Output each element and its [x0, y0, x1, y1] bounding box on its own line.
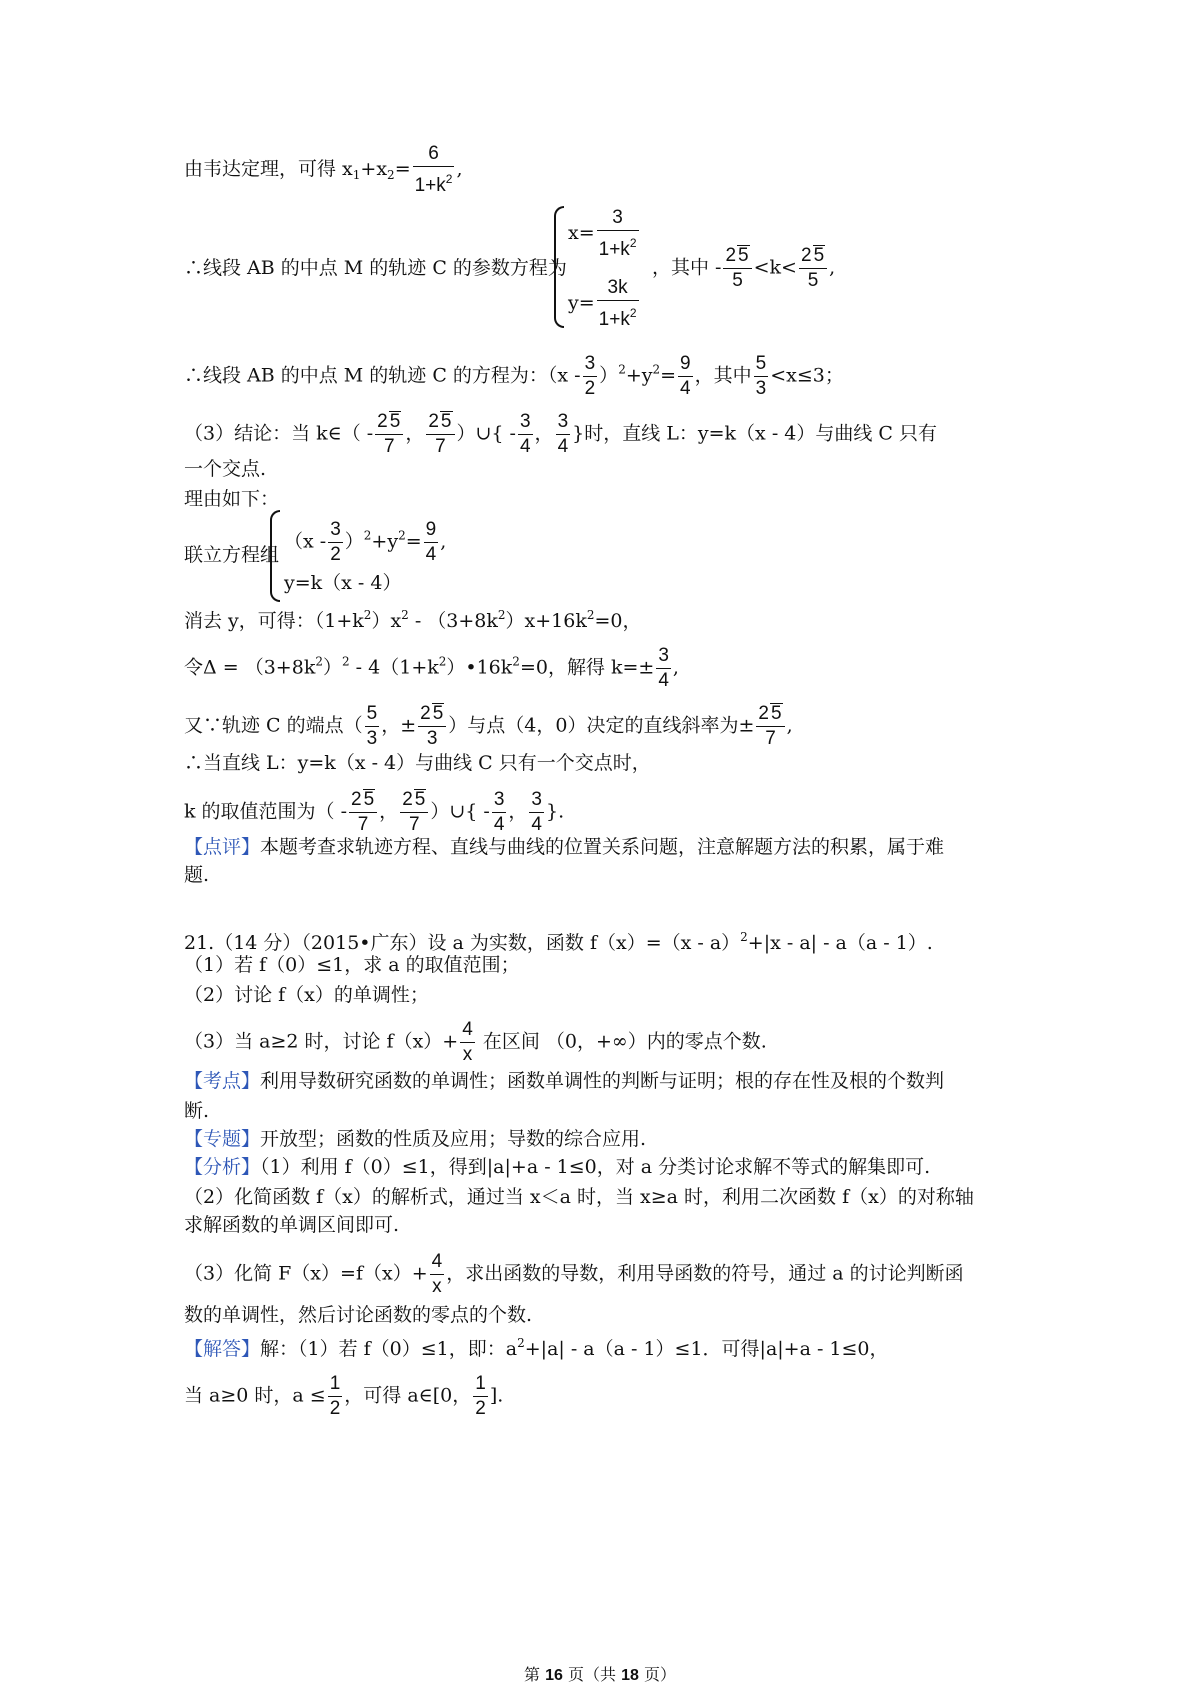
text-line-kaodian-2: 断.: [184, 1100, 210, 1122]
text-line-kaodian: 【考点】利用导数研究函数的单调性；函数单调性的判断与证明；根的存在性及根的个数判: [184, 1070, 945, 1092]
text-line-vieta: 由韦达定理，可得 $x_1+x_2=$ $\frac{6}{1+k^2}$ ,: [184, 143, 463, 196]
tag-zhuanti: 【专题】: [184, 1128, 261, 1150]
question-21-part3: （3）当 a≥2 时，讨论 f（x）+ $\frac{4}{x}$ 在区间 （0，+∞）内的零点个数.: [184, 1019, 767, 1065]
text-line-equation: ∴线段 AB 的中点 M 的轨迹 C 的方程为：（x - $\frac{3}{2}$ ）$^2+y^2=$ $\frac{9}{4}$ ，其中 $\frac{5}{3}$ <x≤3；: [184, 353, 844, 399]
text-line-comment-2: 题.: [184, 864, 210, 886]
text-line-k-range: k 的取值范围为（ - $\frac{2 5}{7}$ ， $\frac{2 5}{7}$ ）∪{ - $\frac{3}{4}$ ， $\frac{3}{4}$ }.: [184, 789, 565, 835]
tag-kaodian: 【考点】: [184, 1070, 261, 1092]
text-line-fenxi: 【分析】（1）利用 f（0）≤1，得到|a|+a - 1≤0，对 a 分类讨论求解不等式的解集即可.: [184, 1156, 931, 1178]
page-total: 18: [621, 1667, 639, 1684]
page-number: 16: [545, 1667, 563, 1684]
text-line-system: 联立方程组: [184, 544, 280, 566]
tag-dianping: 【点评】: [184, 836, 261, 858]
question-21-part1: （1）若 f（0）≤1，求 a 的取值范围；: [184, 954, 520, 976]
tag-jieda: 【解答】: [184, 1338, 261, 1360]
page-footer: 第 16 页（共 18 页）: [523, 1665, 676, 1684]
param-range: ，其中 - $\frac{2 5}{5}$ <k< $\frac{2 5}{5}$ ,: [652, 245, 836, 291]
text-line-fenxi-4: （3）化简 F（x）=f（x）+ $\frac{4}{x}$ ，求出函数的导数，利用导函数的符号，通过 a 的讨论判断函: [184, 1251, 964, 1297]
text-line-zhuanti: 【专题】开放型；函数的性质及应用；导数的综合应用.: [184, 1128, 647, 1150]
text-line-one-point: 一个交点.: [184, 458, 267, 480]
brace-system: [270, 510, 280, 602]
text-line-comment: 【点评】本题考查求轨迹方程、直线与曲线的位置关系问题，注意解题方法的积累，属于难: [184, 836, 945, 858]
text-line-reason: 理由如下：: [184, 488, 280, 510]
param-x: x= $\frac{3}{1+k^2}$: [568, 207, 637, 260]
text-line-eliminate: 消去 y，可得：$(1+k^2)x^2 - (3+8k^2)x+16k^2=0$，: [184, 608, 642, 632]
question-21-title: 21.（14 分）（2015•广东）设 a 为实数，函数 f（x）=（x - a）$^2$+|x - a| - a（a - 1）.: [184, 930, 933, 954]
system-row2: y=k（x - 4）: [284, 572, 402, 594]
text-line-fenxi-5: 数的单调性，然后讨论函数的零点的个数.: [184, 1304, 533, 1326]
brace-param: [554, 206, 564, 328]
text-line-when: ∴当直线 L：y=k（x - 4）与曲线 C 只有一个交点时，: [184, 752, 651, 774]
param-y: y= $\frac{3k}{1+k^2}$: [568, 277, 637, 330]
text-line-jieda: 【解答】解：（1）若 f（0）≤1，即：$a^2+|a| - a(a - 1)\le 1$．可得|a|+a - 1≤0，: [184, 1336, 889, 1360]
text-line-endpoint: 又∵轨迹 C 的端点（ $\frac{5}{3}$ ，± $\frac{2 5}{3}$ ）与点（4，0）决定的直线斜率为± $\frac{2 5}{7}$ ,: [184, 703, 793, 749]
text-line-fenxi-3: 求解函数的单调区间即可.: [184, 1214, 400, 1236]
tag-fenxi: 【分析】: [184, 1156, 261, 1178]
text-line-conclusion: （3）结论：当 k∈（ - $\frac{2 5}{7}$ ， $\frac{2 5}{7}$ ）∪{ - $\frac{3}{4}$ ， $\frac{3}{4}$ }时，直线 L：y=k（x - 4）与曲线 C 只有: [184, 411, 937, 457]
question-21-part2: （2）讨论 f（x）的单调性；: [184, 984, 429, 1006]
text-line-fenxi-2: （2）化简函数 f（x）的解析式，通过当 x＜a 时，当 x≥a 时，利用二次函数 f（x）的对称轴: [184, 1186, 974, 1208]
system-row1: （x - $\frac{3}{2}$ ）$^2+y^2=$ $\frac{9}{4}$ ,: [284, 519, 447, 565]
text-line-delta: 令$\Delta = (3+8k^2)^2$ - $4(1+k^2)•16k^2=0$，解得 k=± $\frac{3}{4}$ ,: [184, 645, 679, 691]
text-line-parametric: ∴线段 AB 的中点 M 的轨迹 C 的参数方程为: [184, 257, 567, 279]
text-line-jieda-2: 当 a≥0 时，a ≤ $\frac{1}{2}$ ，可得 a∈[0， $\frac{1}{2}$ ].: [184, 1373, 504, 1419]
